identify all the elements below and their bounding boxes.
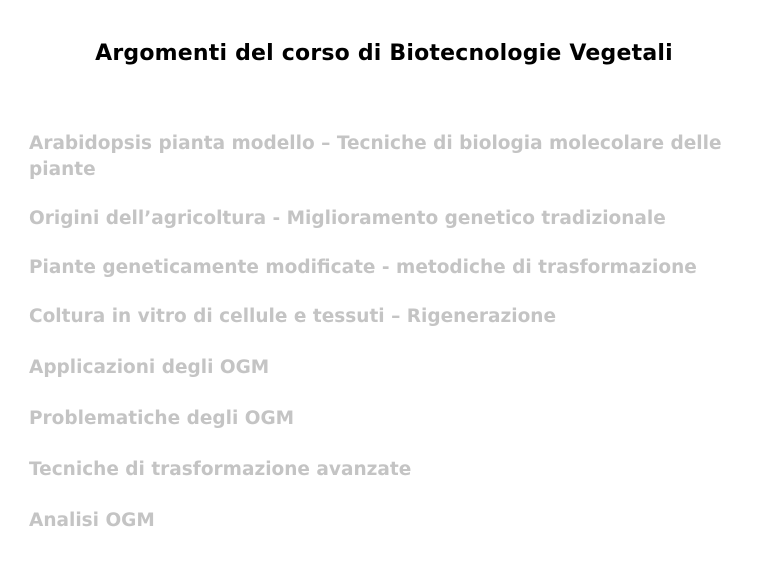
topic-item: Coltura in vitro di cellule e tessuti – Rigenerazione [29,306,557,327]
topic-item: Piante geneticamente modificate - metodiche di trasformazione [29,257,697,278]
topic-item: Applicazioni degli OGM [29,357,270,378]
topic-item: Problematiche degli OGM [29,408,295,429]
topic-item: Origini dell’agricoltura - Miglioramento genetico tradizionale [29,208,666,229]
topic-item: Tecniche di trasformazione avanzate [29,459,412,480]
topic-item: Arabidopsis pianta modello – Tecniche di biologia molecolare delle piante [29,133,722,180]
slide-title: Argomenti del corso di Biotecnologie Vegetali [95,40,673,66]
topic-list [29,131,729,534]
topic-item: Analisi OGM [29,510,155,531]
